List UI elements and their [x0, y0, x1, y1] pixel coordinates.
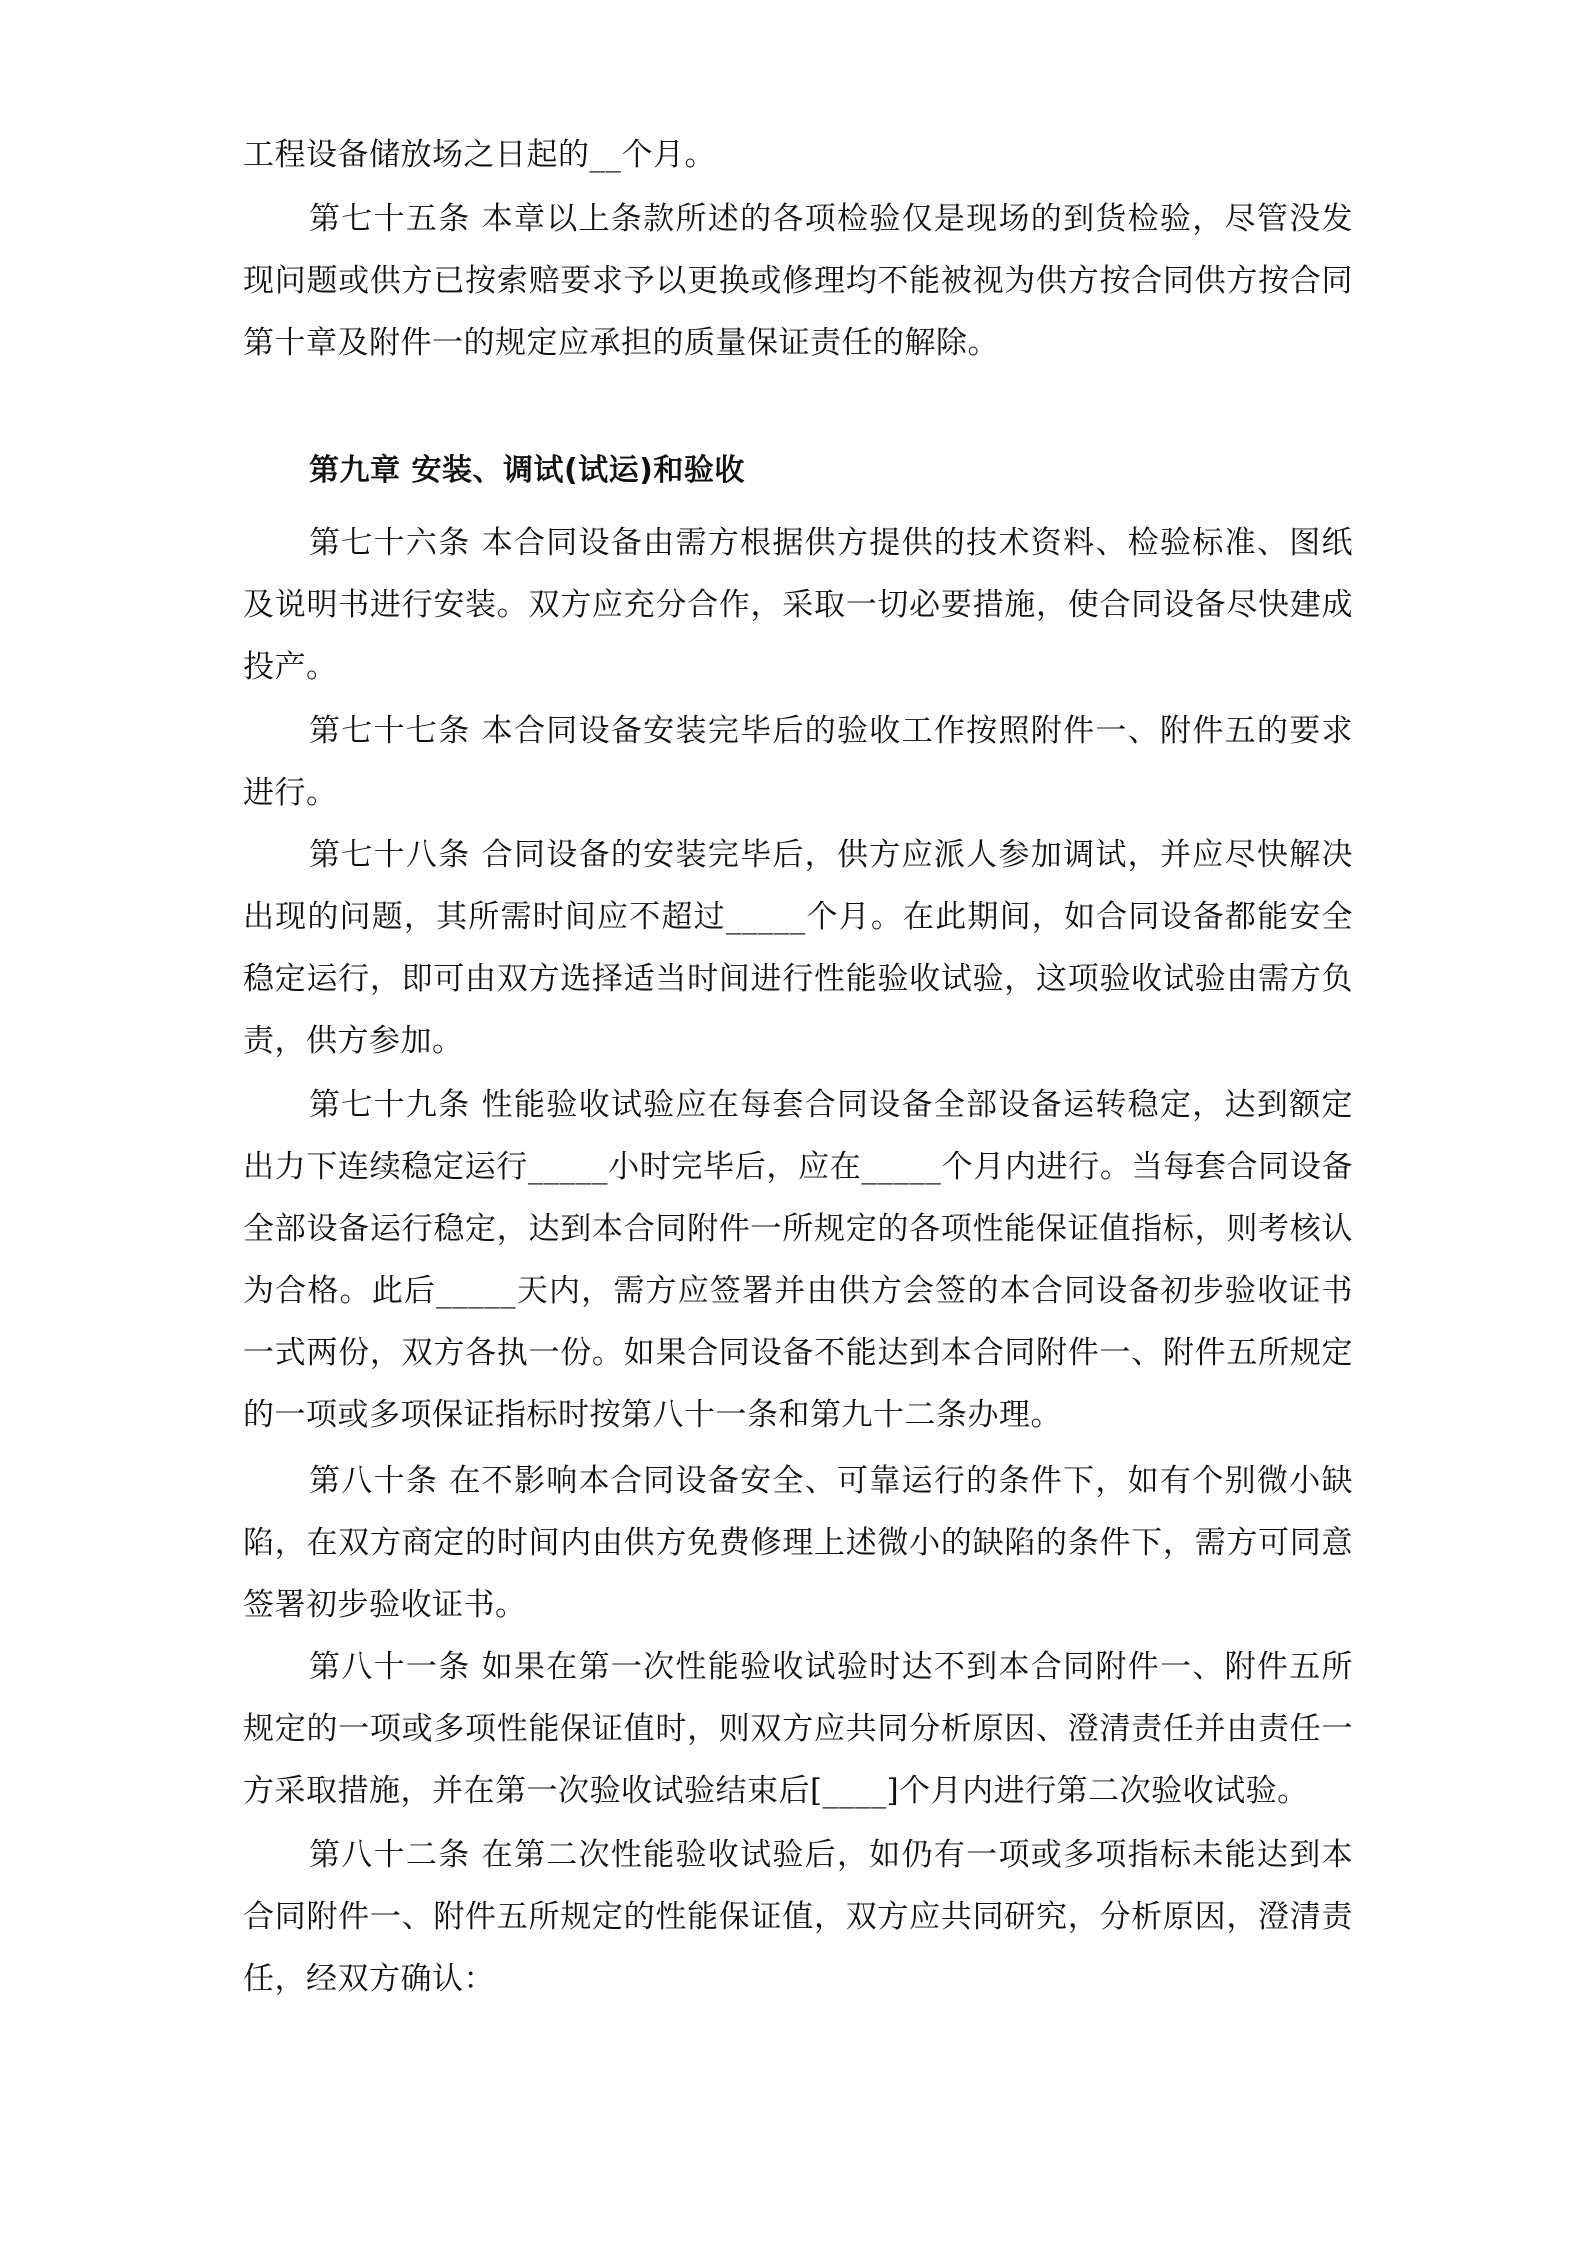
article-76: 第七十六条 本合同设备由需方根据供方提供的技术资料、检验标准、图纸及说明书进行安装。双方应充分合作，采取一切必要措施，使合同设备尽快建成投产。	[243, 525, 1353, 685]
article-78: 第七十八条 合同设备的安装完毕后，供方应派人参加调试，并应尽快解决出现的问题，其所需时间应不超过_____个月。在此期间，如合同设备都能安全稳定运行，即可由双方选择适当时间进行性能验收试验，这项验收试验由需方负责，供方参加。	[243, 837, 1353, 1059]
article-82: 第八十二条 在第二次性能验收试验后，如仍有一项或多项指标未能达到本合同附件一、附件五所规定的性能保证值，双方应共同研究，分析原因，澄清责任，经双方确认：	[243, 1837, 1353, 1997]
paragraph-continuation: 工程设备储放场之日起的__个月。	[243, 137, 716, 173]
chapter-9-heading: 第九章 安装、调试(试运)和验收	[309, 453, 745, 488]
article-80: 第八十条 在不影响本合同设备安全、可靠运行的条件下，如有个别微小缺陷，在双方商定的时间内由供方免费修理上述微小的缺陷的条件下，需方可同意签署初步验收证书。	[243, 1463, 1353, 1623]
article-79: 第七十九条 性能验收试验应在每套合同设备全部设备运转稳定，达到额定出力下连续稳定运行_____小时完毕后，应在_____个月内进行。当每套合同设备全部设备运行稳定，达到本合同附件一所规定的各项性能保证值指标，则考核认为合格。此后_____天内，需方应签署并由供方会签的本合同设备初步验收证书一式两份，双方各执一份。如果合同设备不能达到本合同附件一、附件五所规定的一项或多项保证指标时按第八十一条和第九十二条办理。	[243, 1087, 1353, 1433]
article-75: 第七十五条 本章以上条款所述的各项检验仅是现场的到货检验，尽管没发现问题或供方已按索赔要求予以更换或修理均不能被视为供方按合同供方按合同第十章及附件一的规定应承担的质量保证责任的解除。	[243, 201, 1353, 361]
article-77: 第七十七条 本合同设备安装完毕后的验收工作按照附件一、附件五的要求进行。	[243, 713, 1353, 811]
article-81: 第八十一条 如果在第一次性能验收试验时达不到本合同附件一、附件五所规定的一项或多项性能保证值时，则双方应共同分析原因、澄清责任并由责任一方采取措施，并在第一次验收试验结束后[____]个月内进行第二次验收试验。	[243, 1649, 1353, 1809]
